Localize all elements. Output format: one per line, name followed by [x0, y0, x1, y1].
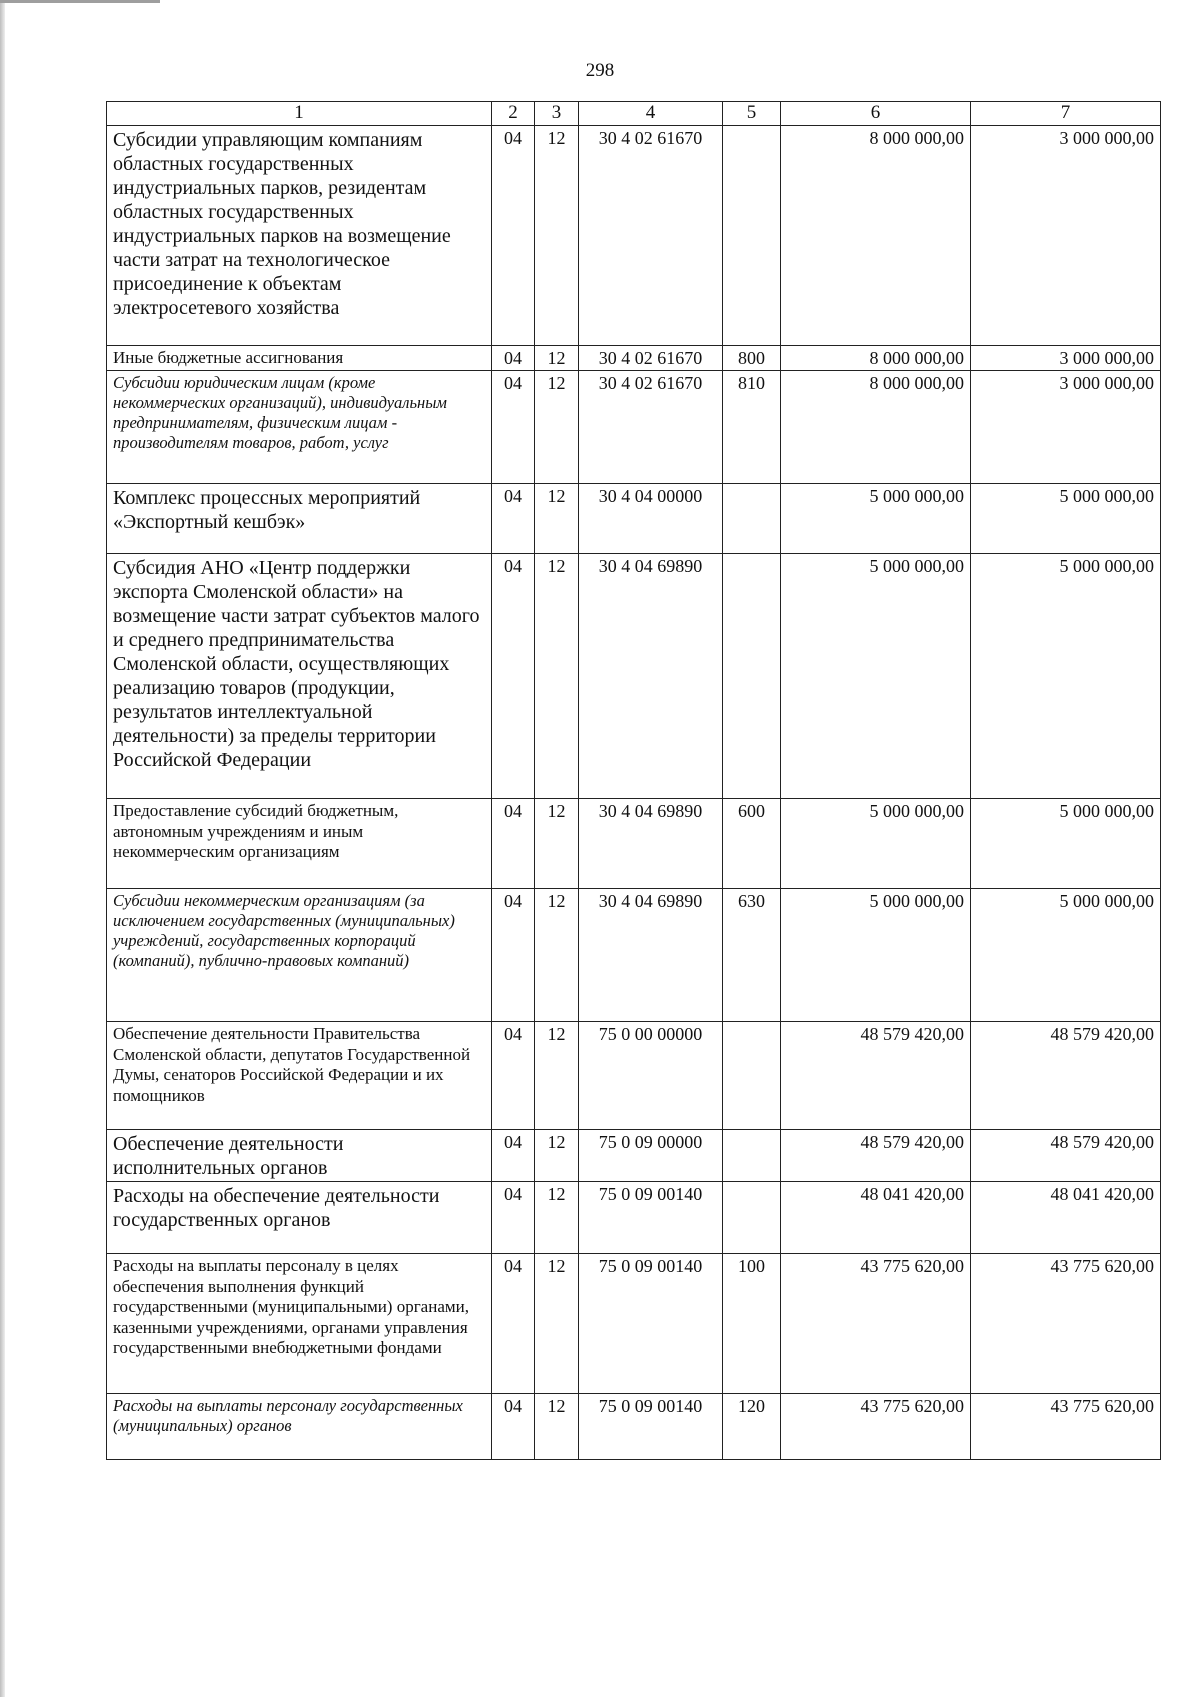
amount-year-2-cell: 5 000 000,00 — [971, 554, 1161, 799]
section-code-cell: 04 — [492, 345, 535, 371]
item-name-cell: Иные бюджетные ассигнования — [107, 345, 492, 371]
section-code-cell: 04 — [492, 1254, 535, 1394]
target-article-cell: 30 4 04 00000 — [579, 484, 723, 554]
amount-year-1-cell: 48 579 420,00 — [781, 1130, 971, 1182]
subsection-code-cell: 12 — [535, 554, 579, 799]
amount-year-2-cell: 5 000 000,00 — [971, 484, 1161, 554]
section-code-cell: 04 — [492, 1182, 535, 1254]
item-name-cell: Предоставление субсидий бюджетным, автономным учреждениям и иным некоммерческим организациям — [107, 799, 492, 889]
amount-year-1-cell: 43 775 620,00 — [781, 1254, 971, 1394]
header-cell: 7 — [971, 102, 1161, 126]
header-cell: 6 — [781, 102, 971, 126]
table-body — [107, 125, 1161, 1460]
expense-type-cell: 800 — [723, 345, 781, 371]
item-name-cell: Субсидии юридическим лицам (кроме некоммерческих организаций), индивидуальным предпринимателям, физическим лицам - производителям товаров, работ, услуг — [107, 371, 492, 484]
header-row — [107, 102, 1161, 126]
amount-year-1-cell: 8 000 000,00 — [781, 371, 971, 484]
header-cell: 2 — [492, 102, 535, 126]
item-name-cell: Субсидия АНО «Центр поддержки экспорта Смоленской области» на возмещение части затрат субъектов малого и среднего предпринимательства Смоленской области, осуществляющих реализацию товаров (продукции, результатов интеллектуальной деятельности) за пределы территории Российской Федерации — [107, 554, 492, 799]
subsection-code-cell: 12 — [535, 345, 579, 371]
page-number: 298 — [585, 60, 615, 81]
target-article-cell: 30 4 02 61670 — [579, 125, 723, 345]
section-code-cell: 04 — [492, 799, 535, 889]
table-row — [107, 889, 1161, 1022]
subsection-code-cell: 12 — [535, 1394, 579, 1460]
target-article-cell: 30 4 02 61670 — [579, 371, 723, 484]
amount-year-1-cell: 5 000 000,00 — [781, 889, 971, 1022]
table-row — [107, 1182, 1161, 1254]
budget-table — [106, 101, 1161, 1460]
amount-year-2-cell: 48 579 420,00 — [971, 1130, 1161, 1182]
table-row — [107, 345, 1161, 371]
amount-year-2-cell: 43 775 620,00 — [971, 1394, 1161, 1460]
amount-year-1-cell: 8 000 000,00 — [781, 125, 971, 345]
scan-edge — [0, 0, 5, 1697]
amount-year-1-cell: 8 000 000,00 — [781, 345, 971, 371]
amount-year-2-cell: 43 775 620,00 — [971, 1254, 1161, 1394]
table-row — [107, 371, 1161, 484]
header-cell: 3 — [535, 102, 579, 126]
item-name-cell: Расходы на выплаты персоналу государственных (муниципальных) органов — [107, 1394, 492, 1460]
item-name-cell: Расходы на выплаты персоналу в целях обеспечения выполнения функций государственными (муниципальными) органами, казенными учреждениями, органами управления государственными внебюджетными фондами — [107, 1254, 492, 1394]
amount-year-1-cell: 43 775 620,00 — [781, 1394, 971, 1460]
section-code-cell: 04 — [492, 125, 535, 345]
expense-type-cell: 630 — [723, 889, 781, 1022]
target-article-cell: 75 0 09 00140 — [579, 1182, 723, 1254]
amount-year-2-cell: 5 000 000,00 — [971, 799, 1161, 889]
expense-type-cell — [723, 1022, 781, 1130]
target-article-cell: 30 4 04 69890 — [579, 889, 723, 1022]
table-row — [107, 554, 1161, 799]
expense-type-cell: 120 — [723, 1394, 781, 1460]
item-name-cell: Комплекс процессных мероприятий «Экспортный кешбэк» — [107, 484, 492, 554]
target-article-cell: 75 0 09 00140 — [579, 1254, 723, 1394]
expense-type-cell — [723, 1182, 781, 1254]
amount-year-1-cell: 48 041 420,00 — [781, 1182, 971, 1254]
expense-type-cell — [723, 554, 781, 799]
header-cell: 4 — [579, 102, 723, 126]
amount-year-2-cell: 48 579 420,00 — [971, 1022, 1161, 1130]
subsection-code-cell: 12 — [535, 799, 579, 889]
amount-year-2-cell: 3 000 000,00 — [971, 125, 1161, 345]
amount-year-1-cell: 5 000 000,00 — [781, 554, 971, 799]
subsection-code-cell: 12 — [535, 125, 579, 345]
subsection-code-cell: 12 — [535, 371, 579, 484]
table-row — [107, 484, 1161, 554]
item-name-cell: Субсидии некоммерческим организациям (за исключением государственных (муниципальных) учреждений, государственных корпораций (компаний), публично-правовых компаний) — [107, 889, 492, 1022]
amount-year-2-cell: 3 000 000,00 — [971, 345, 1161, 371]
amount-year-2-cell: 5 000 000,00 — [971, 889, 1161, 1022]
table-row — [107, 799, 1161, 889]
scan-edge-mark — [0, 0, 160, 3]
target-article-cell: 75 0 09 00140 — [579, 1394, 723, 1460]
section-code-cell: 04 — [492, 1130, 535, 1182]
section-code-cell: 04 — [492, 554, 535, 799]
item-name-cell: Обеспечение деятельности Правительства Смоленской области, депутатов Государственной Думы, сенаторов Российской Федерации и их помощников — [107, 1022, 492, 1130]
expense-type-cell: 810 — [723, 371, 781, 484]
target-article-cell: 75 0 09 00000 — [579, 1130, 723, 1182]
target-article-cell: 30 4 04 69890 — [579, 554, 723, 799]
subsection-code-cell: 12 — [535, 484, 579, 554]
amount-year-2-cell: 3 000 000,00 — [971, 371, 1161, 484]
amount-year-1-cell: 5 000 000,00 — [781, 484, 971, 554]
amount-year-2-cell: 48 041 420,00 — [971, 1182, 1161, 1254]
table-header — [107, 102, 1161, 126]
table-row — [107, 1254, 1161, 1394]
section-code-cell: 04 — [492, 1022, 535, 1130]
table-row — [107, 1394, 1161, 1460]
target-article-cell: 75 0 00 00000 — [579, 1022, 723, 1130]
expense-type-cell — [723, 125, 781, 345]
subsection-code-cell: 12 — [535, 1130, 579, 1182]
expense-type-cell — [723, 484, 781, 554]
amount-year-1-cell: 5 000 000,00 — [781, 799, 971, 889]
item-name-cell: Обеспечение деятельности исполнительных органов — [107, 1130, 492, 1182]
subsection-code-cell: 12 — [535, 1254, 579, 1394]
expense-type-cell: 600 — [723, 799, 781, 889]
item-name-cell: Расходы на обеспечение деятельности государственных органов — [107, 1182, 492, 1254]
section-code-cell: 04 — [492, 1394, 535, 1460]
expense-type-cell: 100 — [723, 1254, 781, 1394]
subsection-code-cell: 12 — [535, 889, 579, 1022]
table-row — [107, 1130, 1161, 1182]
target-article-cell: 30 4 04 69890 — [579, 799, 723, 889]
item-name-cell: Субсидии управляющим компаниям областных государственных индустриальных парков, резидентам областных государственных индустриальных парков на возмещение части затрат на технологическое присоединение к объектам электросетевого хозяйства — [107, 125, 492, 345]
amount-year-1-cell: 48 579 420,00 — [781, 1022, 971, 1130]
target-article-cell: 30 4 02 61670 — [579, 345, 723, 371]
subsection-code-cell: 12 — [535, 1182, 579, 1254]
section-code-cell: 04 — [492, 371, 535, 484]
subsection-code-cell: 12 — [535, 1022, 579, 1130]
section-code-cell: 04 — [492, 484, 535, 554]
expense-type-cell — [723, 1130, 781, 1182]
section-code-cell: 04 — [492, 889, 535, 1022]
header-cell: 1 — [107, 102, 492, 126]
table-row — [107, 1022, 1161, 1130]
header-cell: 5 — [723, 102, 781, 126]
table-row — [107, 125, 1161, 345]
